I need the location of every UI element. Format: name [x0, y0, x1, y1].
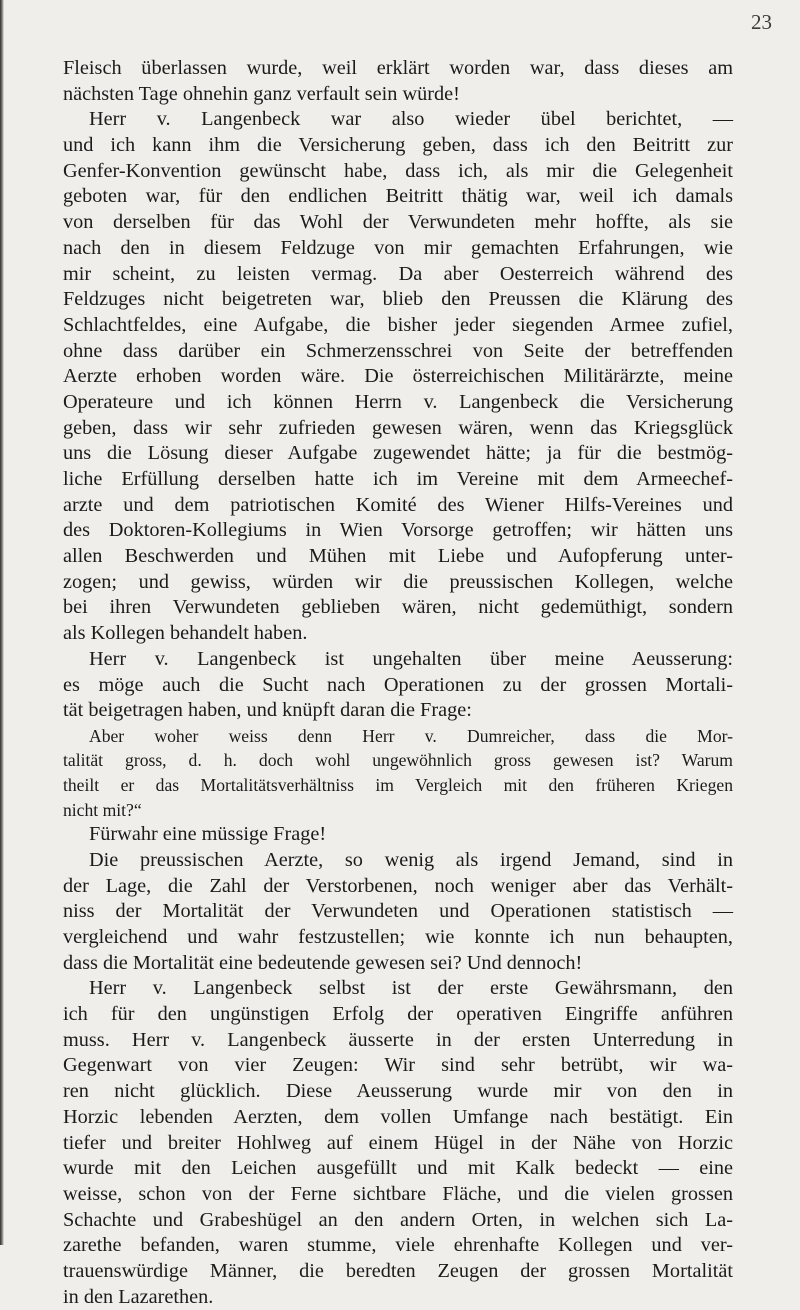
- text-line: dass die Mortalität eine bedeutende gewesen sei? Und dennoch!: [63, 951, 583, 974]
- text-line: Schlachtfeldes, eine Aufgabe, die bisher jeder siegenden Armee zufiel,: [63, 313, 733, 336]
- text-line: bei ihren Verwundeten geblieben wären, nicht gedemüthigt, sondern: [63, 596, 733, 619]
- text-line: es möge auch die Sucht nach Operationen zu der grossen Mortali-: [63, 673, 733, 696]
- text-line: niss der Mortalität der Verwundeten und Operationen statistisch —: [63, 900, 733, 923]
- text-line: Horzic lebenden Aerzten, dem vollen Umfange nach bestätigt. Ein: [63, 1105, 733, 1128]
- text-line: des Doktoren-Kollegiums in Wien Vorsorge getroffen; wir hätten uns: [63, 519, 733, 542]
- text-line: theilt er das Mortalitätsverhältniss im Vergleich mit den früheren Kriegen: [63, 775, 733, 796]
- text-line: Fleisch überlassen wurde, weil erklärt worden war, dass dieses am: [63, 57, 733, 79]
- text-line: zarethe befanden, waren stumme, viele ehrenhafte Kollegen und ver-: [63, 1234, 733, 1257]
- text-line: und ich kann ihm die Versicherung geben, dass ich den Beitritt zur: [63, 134, 733, 157]
- text-line: der Lage, die Zahl der Verstorbenen, noch weniger aber das Verhält-: [63, 874, 733, 897]
- text-line: ren nicht glücklich. Diese Aeusserung wurde mir von den in: [63, 1080, 733, 1103]
- text-line: arzte und dem patriotischen Komité des Wiener Hilfs-Vereines und: [63, 493, 733, 516]
- text-line: weisse, schon von der Ferne sichtbare Fläche, und die vielen grossen: [63, 1182, 733, 1205]
- text-line: als Kollegen behandelt haben.: [63, 622, 308, 645]
- text-line: Feldzuges nicht beigetreten war, blieb den Preussen die Klärung des: [63, 288, 733, 311]
- text-line: allen Beschwerden und Mühen mit Liebe und Aufopferung unter-: [63, 545, 733, 568]
- text-line: Herr v. Langenbeck ist ungehalten über meine Aeusserung:: [89, 647, 733, 670]
- text-line: muss. Herr v. Langenbeck äusserte in der ersten Unterredung in: [63, 1028, 733, 1051]
- text-line: nächsten Tage ohnehin ganz verfault sein würde!: [63, 82, 460, 105]
- text-line: Genfer-Konvention gewünscht habe, dass ich, als mir die Gelegenheit: [63, 159, 733, 182]
- text-line: Operateure und ich können Herrn v. Langenbeck die Versicherung: [63, 390, 733, 413]
- text-line: geboten war, für den endlichen Beitritt thätig war, weil ich damals: [63, 185, 733, 208]
- text-line: Aber woher weiss denn Herr v. Dumreicher, dass die Mor-: [89, 725, 733, 746]
- text-line: talität gross, d. h. doch wohl ungewöhnlich gross gewesen ist? Warum: [63, 750, 733, 771]
- text-line: vergleichend und wahr festzustellen; wie konnte ich nun behaupten,: [63, 926, 733, 948]
- text-line: tät beigetragen haben, und knüpft daran die Frage:: [63, 699, 472, 722]
- page-number: 23: [751, 10, 772, 34]
- text-line: zogen; und gewiss, würden wir die preussischen Kollegen, welche: [63, 570, 733, 593]
- text-line: Gegenwart von vier Zeugen: Wir sind sehr betrübt, wir wa-: [63, 1054, 733, 1077]
- text-line: Schachte und Grabeshügel an den andern Orten, in welchen sich La-: [63, 1208, 733, 1231]
- text-line: mir scheint, zu leisten vermag. Da aber Oesterreich während des: [63, 262, 733, 285]
- text-line: in den Lazarethen.: [63, 1285, 214, 1308]
- text-line: wurde mit den Leichen ausgefüllt und mit Kalk bedeckt — eine: [63, 1157, 733, 1180]
- text-line: Aerzte erhoben worden wäre. Die österreichischen Militärärzte, meine: [63, 365, 733, 388]
- text-line: Herr v. Langenbeck war also wieder übel berichtet, —: [89, 108, 733, 131]
- text-line: ohne dass darüber ein Schmerzensschrei von Seite der betreffenden: [63, 339, 733, 362]
- text-line: von derselben für das Wohl der Verwundeten mehr hoffte, als sie: [63, 211, 733, 234]
- text-line: ich für den ungünstigen Erfolg der operativen Eingriffe anführen: [63, 1003, 733, 1026]
- text-line: geben, dass wir sehr zufrieden gewesen wären, wenn das Kriegsglück: [63, 416, 733, 439]
- text-line: trauenswürdige Männer, die beredten Zeugen der grossen Mortalität: [63, 1259, 733, 1282]
- text-line: liche Erfüllung derselben hatte ich im Vereine mit dem Armeechef-: [63, 468, 733, 490]
- text-line: Herr v. Langenbeck selbst ist der erste Gewährsmann, den: [89, 977, 733, 1000]
- text-line: Die preussischen Aerzte, so wenig als irgend Jemand, sind in: [89, 848, 733, 871]
- text-line: uns die Lösung dieser Aufgabe zugewendet hätte; ja für die bestmög-: [63, 442, 733, 465]
- text-line: nach den in diesem Feldzuge von mir gemachten Erfahrungen, wie: [63, 236, 733, 259]
- text-line: tiefer und breiter Hohlweg auf einem Hügel in der Nähe von Horzic: [63, 1131, 733, 1154]
- text-line: nicht mit?“: [63, 799, 142, 820]
- page-binding-edge: [0, 0, 4, 1245]
- text-line: Fürwahr eine müssige Frage!: [89, 823, 327, 846]
- body-text: [63, 56, 733, 1310]
